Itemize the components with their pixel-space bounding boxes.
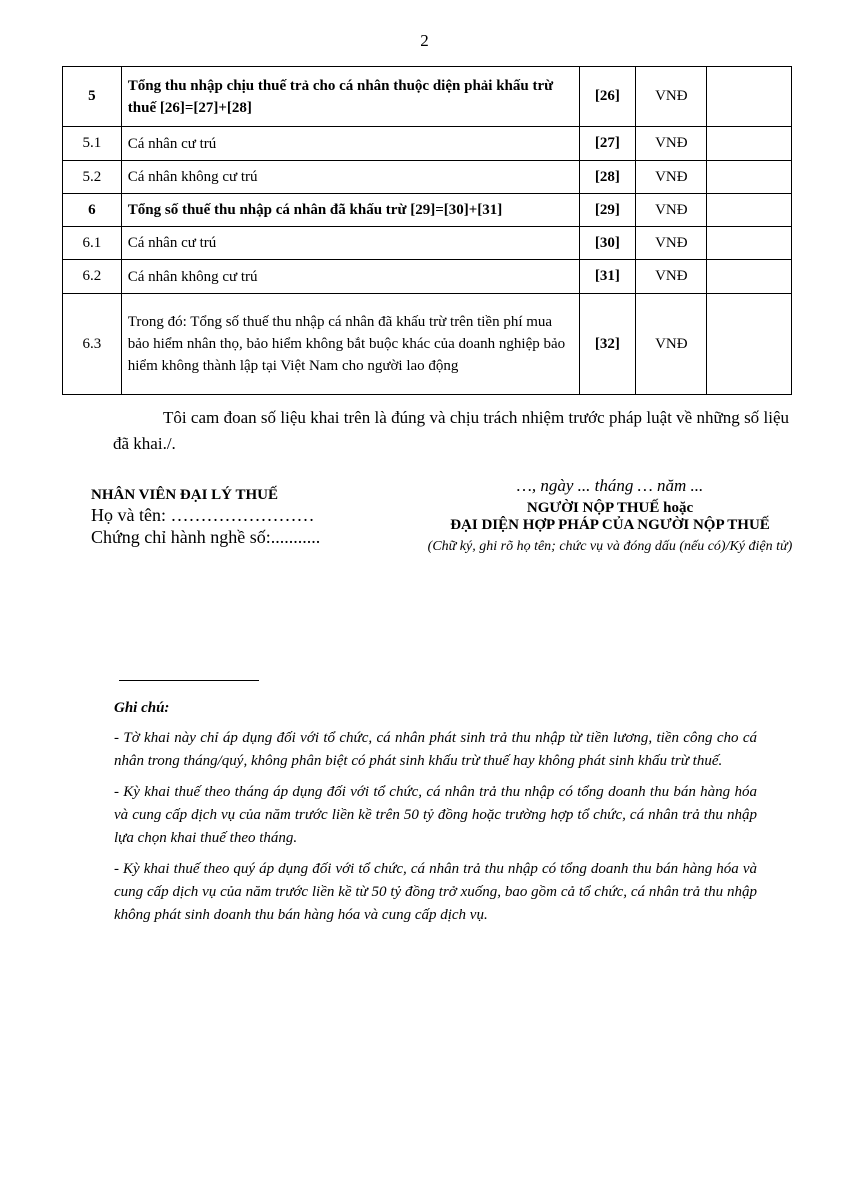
row-value — [707, 67, 792, 127]
agent-certificate-line: Chứng chỉ hành nghề số:........... — [91, 527, 321, 547]
row-unit: VNĐ — [636, 161, 707, 194]
table-row — [63, 67, 792, 127]
agent-name-line: Họ và tên: …………………… — [91, 505, 315, 525]
notes-section — [114, 697, 757, 935]
representative-title: ĐẠI DIỆN HỢP PHÁP CỦA NGƯỜI NỘP THUẾ — [450, 517, 770, 533]
agent-title: NHÂN VIÊN ĐẠI LÝ THUẾ — [91, 487, 278, 503]
row-description: Cá nhân không cư trú — [121, 161, 579, 194]
page-number: 2 — [420, 31, 429, 50]
footnote-divider — [119, 680, 259, 681]
row-number: 6.3 — [63, 294, 122, 395]
note-item: - Kỳ khai thuế theo tháng áp dụng đối với tổ chức, cá nhân trả thu nhập có tổng doanh thu bán hàng hóa và cung cấp dịch vụ của năm trước liền kề trên 50 tỷ đồng hoặc trường hợp tổ chức, cá nhân trả thu nhập lựa chọn khai thuế theo tháng. — [114, 784, 757, 846]
commitment-statement — [113, 405, 789, 457]
row-number: 5 — [63, 67, 122, 127]
row-unit: VNĐ — [636, 194, 707, 227]
signature-note: (Chữ ký, ghi rõ họ tên; chức vụ và đóng dấu (nếu có)/Ký điện tử) — [427, 539, 793, 554]
taxpayer-title: NGƯỜI NỘP THUẾ hoặc — [526, 500, 694, 516]
row-description: Cá nhân không cư trú — [121, 260, 579, 294]
row-unit: VNĐ — [636, 294, 707, 395]
tax-agent-block — [91, 487, 320, 548]
row-code: [27] — [579, 127, 636, 161]
table-row — [63, 161, 792, 194]
note-item: - Kỳ khai thuế theo quý áp dụng đối với tổ chức, cá nhân trả thu nhập có tổng doanh thu bán hàng hóa và cung cấp dịch vụ của năm trước liền kề từ 50 tỷ đồng trở xuống, bao gồm cả tổ chức, cá nhân trả thu nhập không phát sinh doanh thu bán hàng hóa và cung cấp dịch vụ. — [114, 861, 757, 923]
row-code: [32] — [579, 294, 636, 395]
row-code: [28] — [579, 161, 636, 194]
row-code: [26] — [579, 67, 636, 127]
row-description: Cá nhân cư trú — [121, 127, 579, 161]
notes-title: Ghi chú: — [114, 700, 170, 716]
row-description: Tổng số thuế thu nhập cá nhân đã khấu trừ [29]=[30]+[31] — [121, 194, 579, 227]
table-row — [63, 127, 792, 161]
row-value — [707, 294, 792, 395]
commitment-text: Tôi cam đoan số liệu khai trên là đúng và chịu trách nhiệm trước pháp luật về những số liệu đã khai./. — [113, 408, 789, 453]
row-value — [707, 227, 792, 260]
taxpayer-signature-block — [370, 476, 849, 555]
table-row — [63, 227, 792, 260]
row-description: Trong đó: Tổng số thuế thu nhập cá nhân đã khấu trừ trên tiền phí mua bảo hiểm nhân thọ, bảo hiểm không bắt buộc khác của doanh nghiệp bảo hiểm không thành lập tại Việt Nam cho người lao động — [121, 294, 579, 395]
row-unit: VNĐ — [636, 227, 707, 260]
row-code: [29] — [579, 194, 636, 227]
row-value — [707, 161, 792, 194]
row-code: [31] — [579, 260, 636, 294]
note-item: - Tờ khai này chỉ áp dụng đối với tổ chức, cá nhân phát sinh trả thu nhập từ tiền lương, tiền công cho cá nhân trong tháng/quý, không phân biệt có phát sinh khấu trừ thuế hay không phát sinh khấu trừ thuế. — [114, 730, 757, 769]
table-row — [63, 194, 792, 227]
row-unit: VNĐ — [636, 127, 707, 161]
row-unit: VNĐ — [636, 67, 707, 127]
table-row — [63, 260, 792, 294]
row-number: 5.2 — [63, 161, 122, 194]
row-unit: VNĐ — [636, 260, 707, 294]
row-number: 6.2 — [63, 260, 122, 294]
table-row — [63, 294, 792, 395]
row-value — [707, 194, 792, 227]
row-code: [30] — [579, 227, 636, 260]
row-value — [707, 127, 792, 161]
row-description: Tổng thu nhập chịu thuế trả cho cá nhân thuộc diện phải khấu trừ thuế [26]=[27]+[28] — [121, 67, 579, 127]
signature-date-line: …, ngày ... tháng … năm ... — [516, 476, 704, 495]
tax-table — [62, 66, 792, 395]
row-description: Cá nhân cư trú — [121, 227, 579, 260]
row-number: 6 — [63, 194, 122, 227]
row-value — [707, 260, 792, 294]
row-number: 5.1 — [63, 127, 122, 161]
row-number: 6.1 — [63, 227, 122, 260]
